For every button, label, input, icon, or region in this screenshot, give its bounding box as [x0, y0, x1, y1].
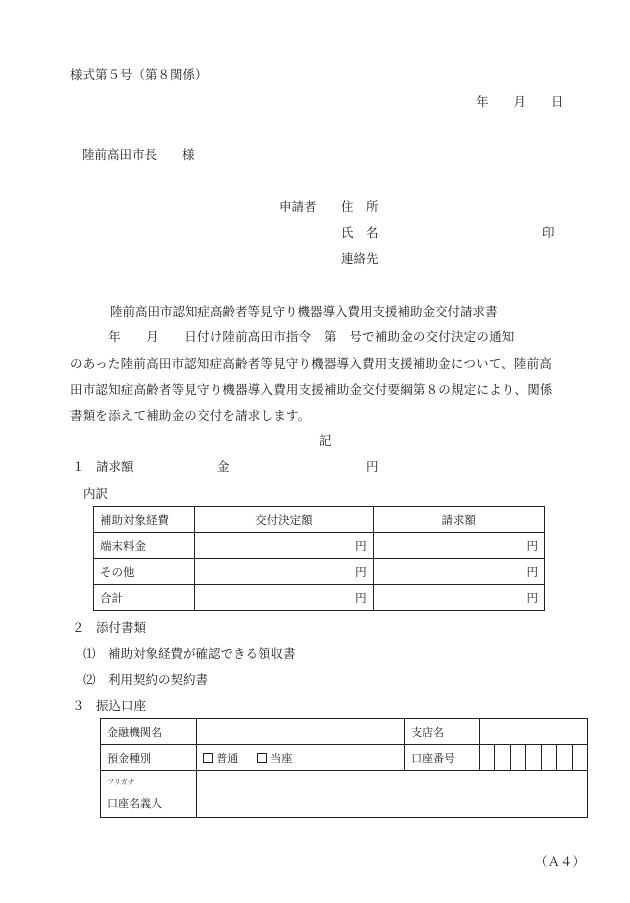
row-label: 端末料金 — [94, 533, 195, 559]
account-holder-label: 口座名義人 — [107, 797, 162, 810]
checkbox-icon[interactable] — [257, 753, 267, 763]
account-holder-field[interactable] — [197, 771, 588, 818]
date-line: 年 月 日 — [476, 94, 564, 109]
breakdown-table — [93, 506, 545, 611]
attachment-item: ⑴ 補助対象経費が確認できる領収書 — [83, 646, 296, 661]
account-digit-cell[interactable] — [495, 745, 510, 771]
row-label: 合計 — [94, 585, 195, 611]
table-header-row — [94, 507, 545, 533]
section2-number: ２ — [72, 620, 85, 635]
section1-number: １ — [72, 459, 85, 474]
checkbox-icon[interactable] — [203, 753, 213, 763]
account-digit-cell[interactable] — [526, 745, 541, 771]
account-holder-label-cell — [101, 771, 197, 818]
table-row — [101, 745, 588, 771]
requested-amount-cell[interactable]: 円 — [373, 585, 544, 611]
section3-number: ３ — [72, 698, 85, 713]
header-cell: 請求額 — [373, 507, 544, 533]
branch-field[interactable] — [479, 719, 587, 745]
table-row — [101, 719, 588, 745]
account-digit-cell[interactable] — [557, 745, 572, 771]
deposit-type-label: 預金種別 — [101, 745, 197, 771]
amount-yen: 円 — [366, 459, 379, 474]
requested-amount-cell[interactable]: 円 — [373, 533, 544, 559]
branch-label: 支店名 — [405, 719, 480, 745]
body-text-line: 年 月 日付け陸前高田市指令 第 号で補助金の交付決定の通知 — [70, 329, 515, 344]
ki-heading: 記 — [319, 433, 332, 448]
amount-kin: 金 — [217, 459, 230, 474]
section2-label: 添付書類 — [96, 620, 147, 635]
account-digit-cell[interactable] — [572, 745, 587, 771]
account-digit-cell[interactable] — [541, 745, 556, 771]
table-row — [94, 533, 545, 559]
account-number-label: 口座番号 — [405, 745, 480, 771]
paper-size-note: （Ａ４） — [535, 854, 586, 869]
body-text-line: 田市認知症高齢者等見守り機器導入費用支援補助金交付要綱第８の規定により、関係 — [70, 382, 553, 397]
form-number: 様式第５号（第８関係） — [70, 67, 208, 82]
section1-label: 請求額 — [96, 459, 134, 474]
applicant-address-label: 住 所 — [341, 199, 379, 214]
addressee: 陸前高田市長 様 — [82, 147, 195, 162]
bank-account-table — [100, 718, 588, 818]
body-text-line: 書類を添えて補助金の交付を請求します。 — [70, 408, 311, 423]
deposit-type-options — [197, 745, 405, 771]
applicant-role-label: 申請者 — [279, 199, 317, 214]
applicant-contact-label: 連絡先 — [341, 251, 379, 266]
account-digit-cell[interactable] — [510, 745, 525, 771]
seal-mark: 印 — [542, 225, 555, 240]
bank-name-field[interactable] — [197, 719, 405, 745]
furigana-label: フリガナ — [107, 778, 135, 786]
decided-amount-cell[interactable]: 円 — [195, 559, 373, 585]
header-cell: 補助対象経費 — [94, 507, 195, 533]
bank-name-label: 金融機関名 — [101, 719, 197, 745]
attachment-item: ⑵ 利用契約の契約書 — [83, 672, 209, 687]
header-cell: 交付決定額 — [195, 507, 373, 533]
body-text-line: のあった陸前高田市認知症高齢者等見守り機器導入費用支援補助金について、陸前高 — [70, 356, 552, 371]
table-row — [101, 771, 588, 818]
deposit-type-option: 普通 — [216, 751, 239, 765]
table-row — [94, 559, 545, 585]
document-title: 陸前高田市認知症高齢者等見守り機器導入費用支援補助金交付請求書 — [110, 304, 498, 319]
breakdown-label: 内訳 — [83, 486, 109, 501]
decided-amount-cell[interactable]: 円 — [195, 585, 373, 611]
table-row — [94, 585, 545, 611]
account-digit-cell[interactable] — [479, 745, 494, 771]
deposit-type-option: 当座 — [270, 751, 293, 765]
applicant-name-label: 氏 名 — [341, 225, 379, 240]
decided-amount-cell[interactable]: 円 — [195, 533, 373, 559]
requested-amount-cell[interactable]: 円 — [373, 559, 544, 585]
row-label: その他 — [94, 559, 195, 585]
section3-label: 振込口座 — [96, 698, 147, 713]
